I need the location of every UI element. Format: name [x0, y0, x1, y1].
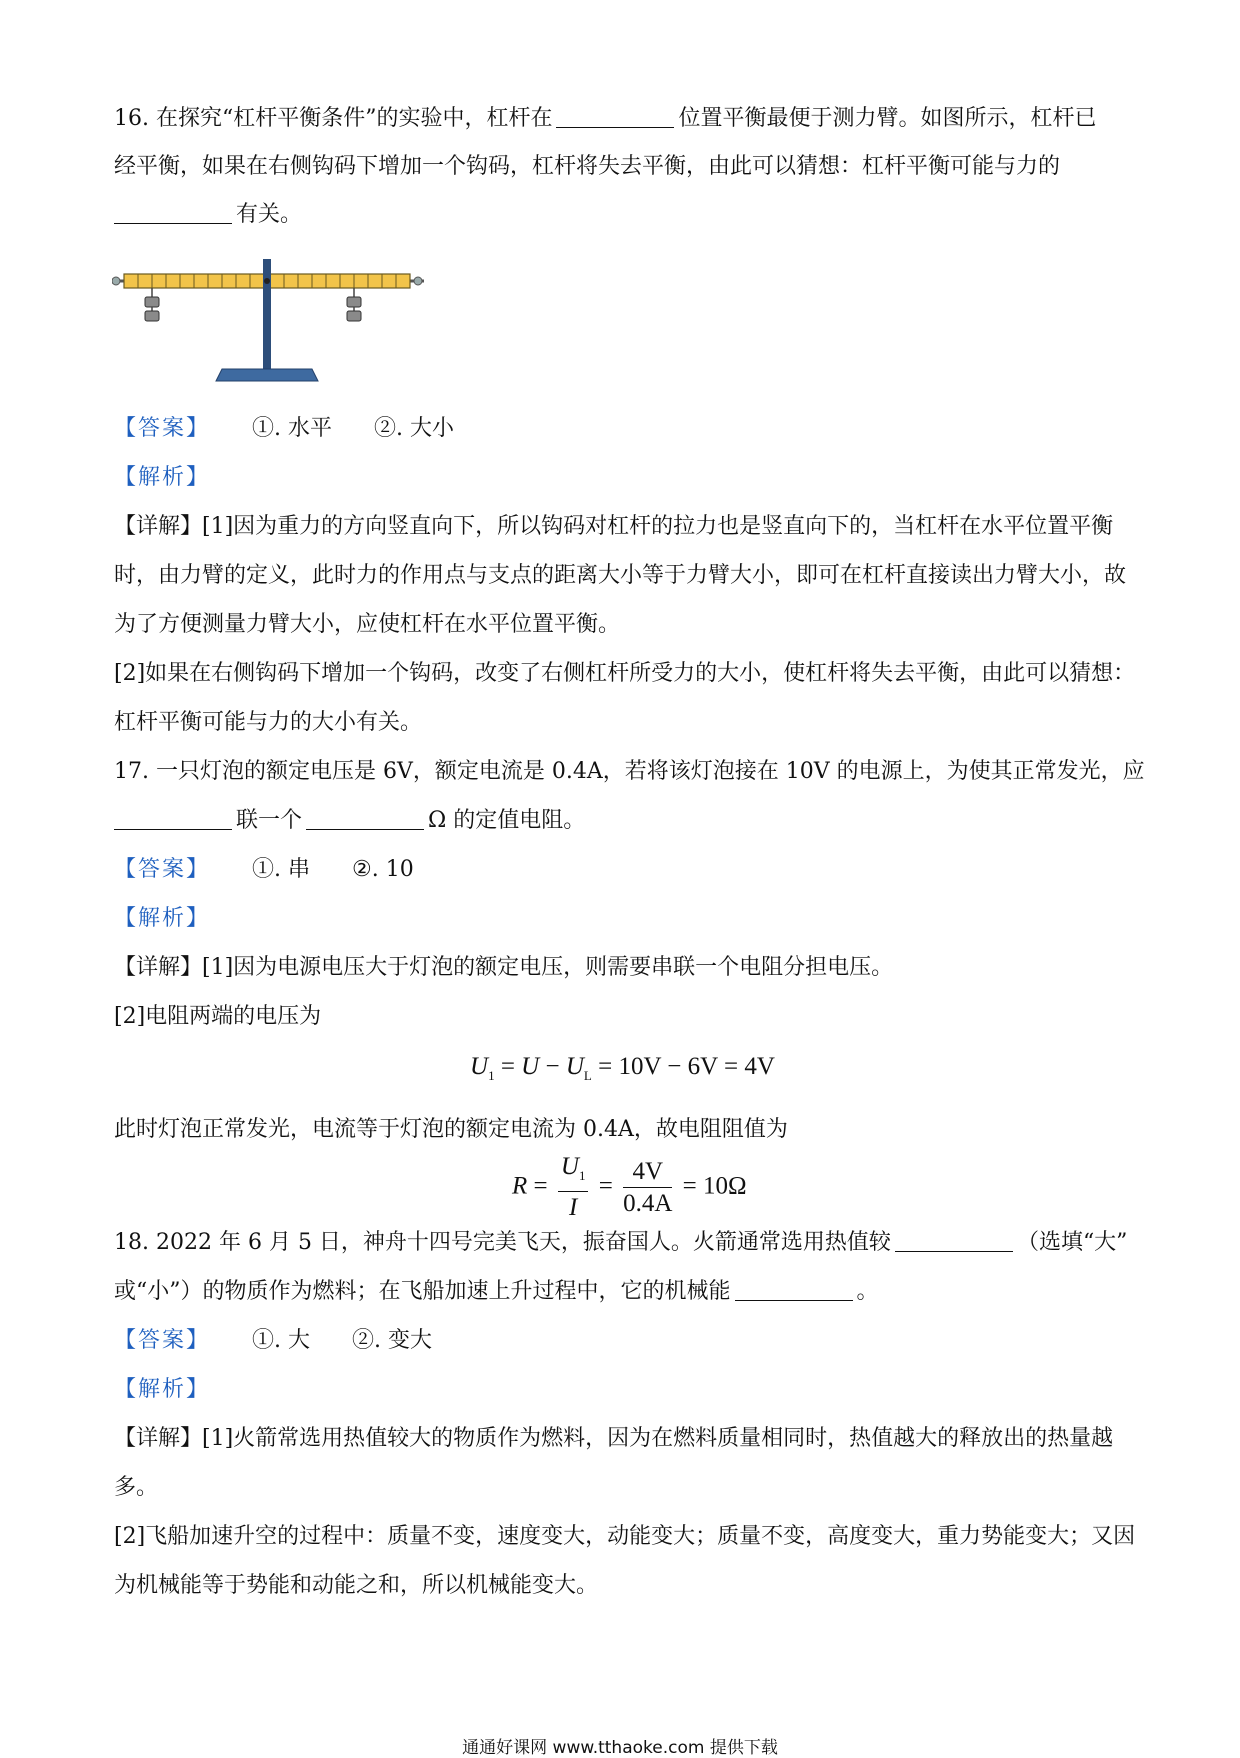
q17-answer-2: ②. 10 [352, 857, 414, 882]
q18-answer-1: ①. 大 [252, 1328, 311, 1353]
equation-voltage [470, 1053, 775, 1084]
eq-subscript: L [583, 1068, 592, 1083]
q18-answer [114, 1326, 432, 1356]
fraction-denominator [558, 1192, 589, 1224]
q16-answer-2: ②. 大小 [374, 416, 455, 441]
eq-operator: = [592, 1172, 620, 1200]
eq-symbol-r: R [512, 1172, 528, 1200]
q16-blank-2 [114, 201, 232, 224]
q18-blank-2 [735, 1278, 853, 1301]
eq-symbol-u: U [565, 1053, 584, 1080]
right-weight-1 [347, 297, 361, 307]
q16-detail-line1 [114, 512, 1113, 542]
left-weight-2 [145, 311, 159, 321]
q16-detail-line4: [2]如果在右侧钩码下增加一个钩码，改变了右侧杠杆所受力的大小，使杠杆将失去平衡，由此可以猜想： [114, 661, 1136, 686]
q16-stem-line2: 经平衡，如果在右侧钩码下增加一个钩码，杠杆将失去平衡，由此可以猜想：杠杆平衡可能与力的 [114, 154, 1061, 179]
q18-stem-line2 [114, 1277, 879, 1307]
eq-rhs: = 10V − 6V = 4V [591, 1053, 775, 1080]
q16-stem-line1 [114, 104, 1097, 134]
eq-symbol-u: U [470, 1053, 489, 1080]
q18-detail-line2: 多。 [114, 1475, 159, 1500]
fraction-values [623, 1157, 672, 1220]
lever-left-knob [112, 277, 120, 285]
q16-detail-text: [1]因为重力的方向竖直向下，所以钩码对杠杆的拉力也是竖直向下的，当杠杆在水平位置平衡 [202, 514, 1114, 539]
q17-detail-line2: [2]电阻两端的电压为 [114, 1004, 322, 1029]
q18-stem-text: 或“小”）的物质作为燃料；在飞船加速上升过程中，它的机械能 [114, 1279, 731, 1304]
q17-detail-line3: 此时灯泡正常发光，电流等于灯泡的额定电流为 0.4A，故电阻阻值为 [114, 1117, 788, 1142]
q16-stem-text: 有关。 [236, 202, 303, 227]
analysis-tag: 【解析】 [114, 1377, 211, 1402]
lever-right-knob [414, 277, 422, 285]
q18-stem-line1 [114, 1228, 1127, 1258]
q18-stem-text: 。 [856, 1279, 879, 1304]
q17-stem-text: Ω 的定值电阻。 [428, 808, 586, 833]
q16-stem-text: 位置平衡最便于测力臂。如图所示，杠杆已 [678, 106, 1097, 131]
q18-blank-1 [895, 1229, 1013, 1252]
q18-detail-text: [1]火箭常选用热值较大的物质作为燃料，因为在燃料质量相同时，热值越大的释放出的热量越 [202, 1426, 1114, 1451]
q16-blank-1 [556, 105, 674, 128]
lever-balance-figure [112, 255, 424, 387]
q17-detail-line1 [114, 953, 893, 983]
q18-detail-line3: [2]飞船加速升空的过程中：质量不变，速度变大，动能变大；质量不变，高度变大，重力势能变大；又因 [114, 1524, 1136, 1549]
eq-operator: − [539, 1053, 566, 1080]
q16-stem-text: 16. 在探究“杠杆平衡条件”的实验中，杠杆在 [114, 106, 553, 131]
analysis-tag: 【解析】 [114, 906, 211, 931]
answer-tag: 【答案】 [114, 1328, 211, 1353]
q17-analysis-tag [114, 904, 210, 934]
q16-analysis-tag [114, 463, 210, 493]
answer-tag: 【答案】 [114, 857, 211, 882]
q18-detail-line4: 为机械能等于势能和动能之和，所以机械能变大。 [114, 1573, 599, 1598]
equation-resistance [512, 1152, 747, 1224]
q17-answer [114, 855, 414, 885]
q17-stem-line2 [114, 806, 585, 836]
q18-stem-text: 18. 2022 年 6 月 5 日，神舟十四号完美飞天，振奋国人。火箭通常选用热值较 [114, 1230, 891, 1255]
q17-stem-line1: 17. 一只灯泡的额定电压是 6V，额定电流是 0.4A，若将该灯泡接在 10V 的电源上，为使其正常发光，应 [114, 759, 1145, 784]
analysis-tag: 【解析】 [114, 465, 211, 490]
fraction-u-over-i [558, 1152, 589, 1224]
q18-answer-2: ②. 变大 [352, 1328, 433, 1353]
q18-stem-text: （选填“大” [1016, 1230, 1128, 1255]
q17-answer-1: ①. 串 [252, 857, 311, 882]
fraction-denominator: 0.4A [623, 1189, 673, 1217]
q17-blank-1 [114, 807, 232, 830]
q17-detail-text: [1]因为电源电压大于灯泡的额定电压，则需要串联一个电阻分担电压。 [202, 955, 894, 980]
q16-detail-line5: 杠杆平衡可能与力的大小有关。 [114, 710, 423, 735]
q16-answer [114, 414, 454, 444]
eq-operator: = [527, 1172, 554, 1200]
eq-symbol-u: U [521, 1053, 540, 1080]
fraction-numerator [558, 1152, 589, 1192]
detail-tag: 【详解】 [114, 955, 203, 980]
q16-detail-line2: 时，由力臂的定义，此时力的作用点与支点的距离大小等于力臂大小，即可在杠杆直接读出力臂大小，故 [114, 563, 1127, 588]
q17-blank-2 [306, 807, 424, 830]
eq-subscript: 1 [488, 1068, 495, 1083]
eq-rhs: = 10Ω [676, 1172, 747, 1200]
fraction-numerator: 4V [623, 1157, 672, 1188]
lever-stand-pole [263, 259, 271, 369]
q18-detail-line1 [114, 1424, 1113, 1454]
detail-tag: 【详解】 [114, 1426, 203, 1451]
q16-answer-1: ①. 水平 [252, 416, 333, 441]
q16-detail-line3: 为了方便测量力臂大小，应使杠杆在水平位置平衡。 [114, 612, 621, 637]
answer-tag: 【答案】 [114, 416, 211, 441]
eq-symbol-u: U [560, 1153, 579, 1180]
lever-stand-base [216, 369, 318, 381]
right-weight-2 [347, 311, 361, 321]
eq-symbol-i: I [569, 1194, 578, 1221]
eq-subscript: 1 [578, 1168, 586, 1183]
q18-analysis-tag [114, 1375, 210, 1405]
q17-stem-text: 联一个 [236, 808, 303, 833]
lever-pivot [264, 278, 270, 284]
left-weight-1 [145, 297, 159, 307]
q16-stem-line3 [114, 200, 302, 230]
detail-tag: 【详解】 [114, 514, 203, 539]
page-footer: 通通好课网 www.tthaoke.com 提供下载 [462, 1738, 778, 1758]
eq-operator: = [494, 1053, 522, 1080]
